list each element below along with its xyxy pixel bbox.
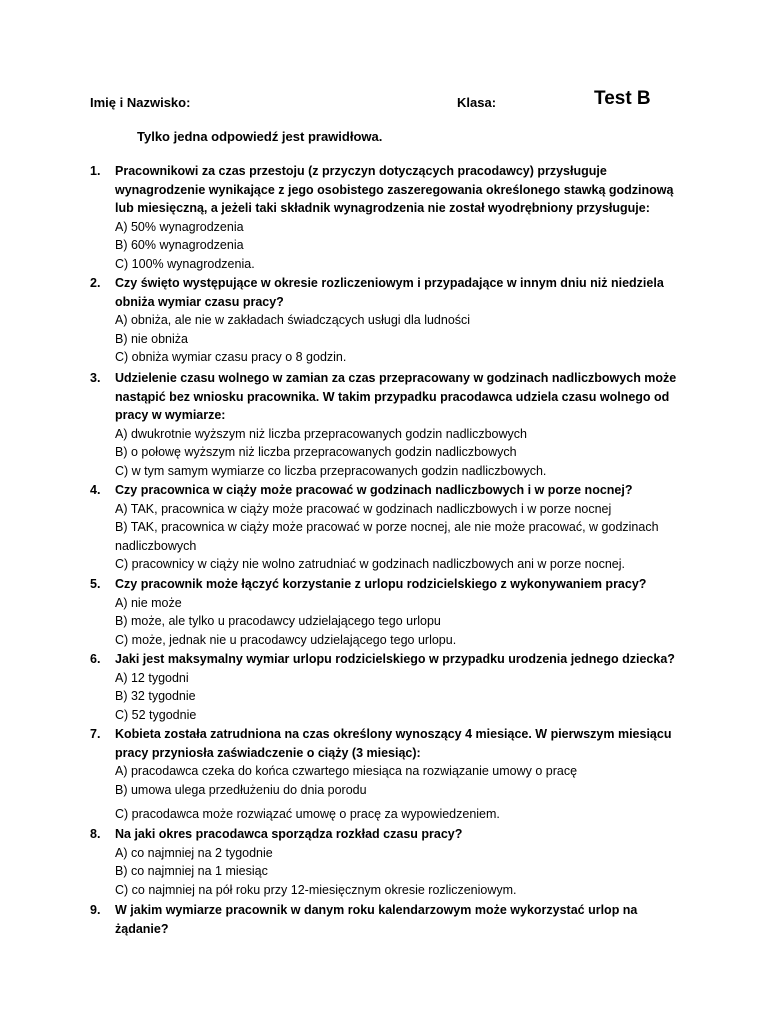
answer-c: C) może, jednak nie u pracodawcy udzielającego tego urlopu. — [115, 632, 457, 647]
question-text: Czy pracownica w ciąży może pracować w godzinach nadliczbowych i w porze nocnej? — [115, 483, 633, 497]
question-number: 7. — [90, 727, 101, 741]
answer-c: C) 52 tygodnie — [115, 707, 197, 722]
question-7 — [90, 725, 690, 824]
question-2 — [90, 274, 690, 367]
answer-c: C) pracownicy w ciąży nie wolno zatrudniać w godzinach nadliczbowych ani w porze nocnej. — [115, 557, 625, 572]
question-5 — [90, 575, 690, 649]
question-text: W jakim wymiarze pracownik w danym roku kalendarzowym może wykorzystać urlop na żądanie? — [115, 903, 638, 936]
answer-a: A) dwukrotnie wyższym niż liczba przepracowanych godzin nadliczbowych — [115, 426, 527, 441]
answer-a: A) 12 tygodni — [115, 670, 189, 685]
answer-a: A) 50% wynagrodzenia — [115, 219, 244, 234]
answer-b: B) może, ale tylko u pracodawcy udzielającego tego urlopu — [115, 614, 441, 629]
answer-b: B) TAK, pracownica w ciąży może pracować w porze nocnej, ale nie może pracować, w godzinach nadliczbowych — [115, 520, 659, 553]
answer-a: A) nie może — [115, 595, 182, 610]
name-label: Imię i Nazwisko: — [90, 95, 191, 110]
question-number: 6. — [90, 652, 101, 666]
question-8 — [90, 825, 690, 899]
answer-a: A) co najmniej na 2 tygodnie — [115, 845, 273, 860]
question-text: Udzielenie czasu wolnego w zamian za czas przepracowany w godzinach nadliczbowych może nastąpić bez wniosku pracownika. W takim przypadku pracodawca udziela czasu wolnego od pracy w wymiarze: — [115, 371, 677, 423]
answer-b: B) 32 tygodnie — [115, 689, 196, 704]
answer-b: B) o połowę wyższym niż liczba przepracowanych godzin nadliczbowych — [115, 445, 517, 460]
question-4 — [90, 481, 690, 574]
answer-b: B) 60% wynagrodzenia — [115, 238, 244, 253]
question-9 — [90, 901, 690, 938]
answer-b: B) nie obniża — [115, 331, 188, 346]
answer-a: A) TAK, pracownica w ciąży może pracować w godzinach nadliczbowych i w porze nocnej — [115, 501, 612, 516]
question-3 — [90, 369, 690, 481]
question-number: 1. — [90, 164, 101, 178]
question-number: 3. — [90, 371, 101, 385]
answer-a: A) pracodawca czeka do końca czwartego miesiąca na rozwiązanie umowy o pracę — [115, 764, 578, 779]
question-number: 5. — [90, 577, 101, 591]
question-number: 9. — [90, 903, 101, 917]
question-number: 2. — [90, 276, 101, 290]
answer-b: B) umowa ulega przedłużeniu do dnia porodu — [115, 782, 367, 797]
class-label: Klasa: — [457, 95, 497, 110]
answer-c: C) co najmniej na pół roku przy 12-miesięcznym okresie rozliczeniowym. — [115, 882, 517, 897]
test-title: Test B — [594, 88, 651, 109]
answer-a: A) obniża, ale nie w zakładach świadczących usługi dla ludności — [115, 313, 471, 328]
question-text: Jaki jest maksymalny wymiar urlopu rodzicielskiego w przypadku urodzenia jednego dziecka? — [115, 652, 675, 666]
question-text: Czy pracownik może łączyć korzystanie z urlopu rodzicielskiego z wykonywaniem pracy? — [115, 577, 647, 591]
question-1 — [90, 162, 690, 274]
question-text: Pracownikowi za czas przestoju (z przyczyn dotyczących pracodawcy) przysługuje wynagrodzenie wynikające z jego osobistego zaszeregowania określonego stawką godzinową lub miesięczną, a jeżeli taki składnik wynagrodzenia nie został wyodrębniony przysługuje: — [115, 164, 674, 216]
question-number: 4. — [90, 483, 101, 497]
answer-b: B) co najmniej na 1 miesiąc — [115, 864, 268, 879]
answer-c: C) pracodawca może rozwiązać umowę o pracę za wypowiedzeniem. — [115, 807, 500, 822]
question-text: Kobieta została zatrudniona na czas określony wynoszący 4 miesiące. W pierwszym miesiącu pracy przyniosła zaświadczenie o ciąży (3 miesiąc): — [115, 727, 672, 760]
answer-c: C) w tym samym wymiarze co liczba przepracowanych godzin nadliczbowych. — [115, 463, 547, 478]
instruction-text: Tylko jedna odpowiedź jest prawidłowa. — [137, 129, 383, 144]
answer-c: C) 100% wynagrodzenia. — [115, 256, 255, 271]
question-text: Czy święto występujące w okresie rozliczeniowym i przypadające w innym dniu niż niedziela obniża wymiar czasu pracy? — [115, 276, 664, 309]
question-number: 8. — [90, 827, 101, 841]
answer-c: C) obniża wymiar czasu pracy o 8 godzin. — [115, 350, 347, 365]
question-text: Na jaki okres pracodawca sporządza rozkład czasu pracy? — [115, 827, 463, 841]
question-6 — [90, 650, 690, 724]
